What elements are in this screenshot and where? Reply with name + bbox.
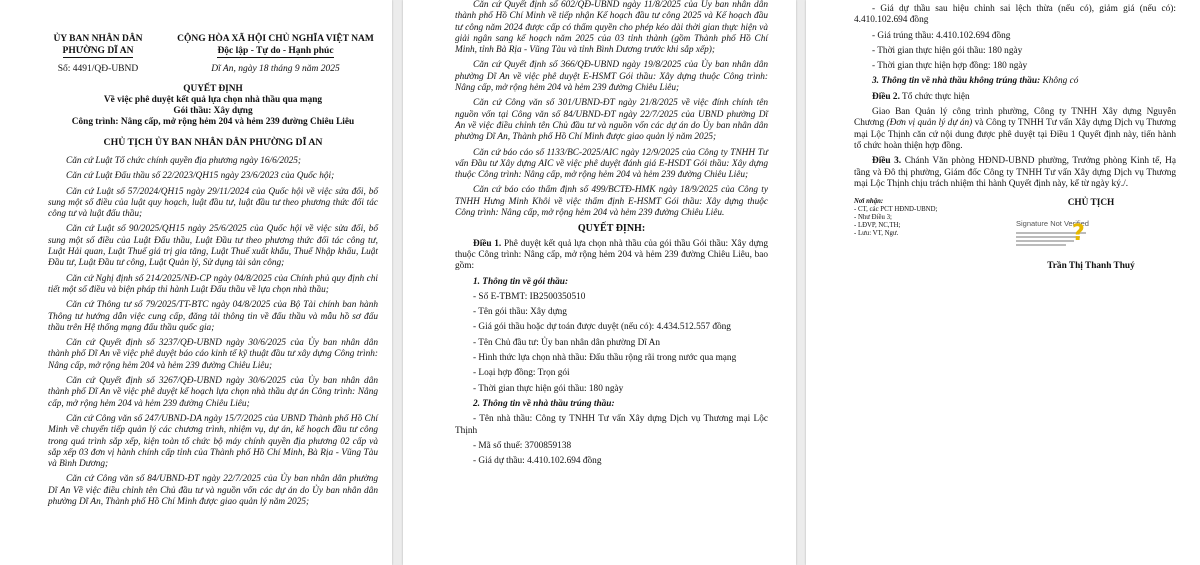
legal-basis-paragraph: Căn cứ báo cáo số 1133/BC-2025/AIC ngày 12/9/2025 của Công ty TNHH Tư vấn Đầu tư Xây dựng AIC về việc phê duyệt đánh giá E-HSDT Gói thầu: Xây dựng thuộc Công trình: Nâng cấp, mở rộng hẻm 204 và hẻm 239 đường Chiêu Liêu; [455,147,768,181]
list-item: - Loại hợp đồng: Trọn gói [473,368,570,379]
decision-subject-3: Công trình: Nâng cấp, mở rộng hẻm 204 và hẻm 239 đường Chiêu Liêu [71,117,355,128]
list-item: - Giá trúng thầu: 4.410.102.694 đồng [872,30,1011,41]
section-3-heading: 3. Thông tin về nhà thầu không trúng thầu: [872,76,1041,87]
org-line-2-text: PHƯỜNG DĨ AN [63,46,134,59]
org-line-1: ỦY BAN NHÂN DÂN [53,34,143,44]
article-2-text: Tổ chức thực hiện [899,91,970,102]
article-3-label: Điều 3. [872,156,902,167]
org-line-2 [48,46,148,59]
decides-heading: QUYẾT ĐỊNH: [577,223,646,235]
list-item: - Mã số thuế: 3700859138 [473,440,572,451]
legal-basis-paragraph: Căn cứ Luật Đấu thầu số 22/2023/QH15 ngày 23/6/2023 của Quốc hội; [66,171,335,182]
section-1-heading: 1. Thông tin về gói thầu: [473,276,569,287]
recipient-item: - Lưu: VT, Ngư. [854,230,899,238]
document-page-1 [0,0,392,565]
list-item: - Số E-TBMT: IB2500350510 [473,291,586,302]
closing-block [854,198,1176,273]
article-2-body-a: Giao Ban Quản lý công trình phường, Công ty TNHH Xây dựng Nguyễn Chương [854,107,1176,129]
document-meta [48,64,378,76]
signer-title: CHỦ TỊCH [1067,198,1115,209]
legal-basis-paragraph: Căn cứ Thông tư số 79/2025/TT-BTC ngày 04/8/2025 của Bộ Tài chính ban hành Thông tư hướng dẫn việc cung cấp, đăng tải thông tin về đấu thầu và mẫu hồ sơ đấu thầu trên Hệ thống mạng đấu thầu quốc gia; [48,300,378,333]
legal-basis-paragraph: Căn cứ Luật Tổ chức chính quyền địa phương ngày 16/6/2025; [66,155,302,166]
article-1-label: Điều 1. [473,238,502,249]
article-2 [854,92,1176,103]
legal-basis-paragraph: Căn cứ Nghị định số 214/2025/NĐ-CP ngày 04/8/2025 của Chính phủ quy định chi tiết một số điều và biện pháp thi hành Luật Đấu thầu về lựa chọn nhà thầu; [48,273,378,295]
document-number: Số: 4491/QĐ-UBND [57,64,139,74]
section-3-value: Không có [1040,76,1079,87]
article-2-body-b: và Công ty TNHH Tư vấn Xây dựng Dịch vụ Thương mại Lộc Thịnh căn cứ nội dung được phê duyệt tại Điều 1 Quyết định này, tiến hành tổ chức hoàn thiện hợp đồng. [854,118,1176,151]
list-item: - Giá gói thầu hoặc dự toán được duyệt (nếu có): 4.434.512.557 đồng [473,322,731,333]
signer-name: Trần Thị Thanh Thuý [1047,261,1135,272]
nation-line-2-text: Độc lập - Tự do - Hạnh phúc [217,46,333,59]
list-item: - Thời gian thực hiện hợp đồng: 180 ngày [872,61,1028,72]
nation-line-1: CỘNG HÒA XÃ HỘI CHỦ NGHĨA VIỆT NAM [177,34,374,44]
legal-basis-paragraph: Căn cứ báo cáo thẩm định số 499/BCTĐ-HMK ngày 18/9/2025 của Công ty TNHH Hưng Minh Khôi về việc thẩm định E-HSMT Gói thầu: Xây dựng thuộc Công trình: Nâng cấp, mở rộng hẻm 204 và hẻm 239 đường Chiêu Liêu. [455,185,768,219]
legal-basis-paragraph: Căn cứ Quyết định số 602/QĐ-UBND ngày 11/8/2025 của Ủy ban nhân dân thành phố Hồ Chí Minh về tiếp nhận Kế hoạch đầu tư công 2025 và Kế hoạch đầu tư công năm 2024 được cấp có thẩm quyền cho phép kéo dài thời gian thực hiện và giải ngân sang kế hoạch năm 2025 của 03 tỉnh thành (gồm Thành phố Hồ Chí Minh, tỉnh Bà Rịa - Vũng Tàu và tỉnh Bình Dương trước khi sắp xếp); [455,0,768,56]
article-3 [854,156,1176,190]
nation-line-2 [173,46,378,59]
national-motto [173,34,378,58]
document-page-2 [403,0,796,565]
signature-block [1006,198,1176,273]
legal-basis-paragraph: Căn cứ Quyết định số 366/QĐ-UBND ngày 19/8/2025 của Ủy ban nhân dân phường Dĩ An về việc phê duyệt E-HSMT Gói thầu: Xây dựng thuộc Công trình: Nâng cấp, mở rộng hẻm 204 và hẻm 239 đường Chiêu Liêu; [455,60,768,94]
issuing-organization [48,34,148,58]
article-2-body-italic: (Đơn vị quản lý dự án) [886,118,973,129]
article-2-label: Điều 2. [872,91,900,102]
decision-title: QUYẾT ĐỊNH [183,83,243,94]
recipients-title: Nơi nhận: [854,198,884,206]
legal-basis-paragraph: Căn cứ Luật số 57/2024/QH15 ngày 29/11/2024 của Quốc hội về việc sửa đổi, bổ sung một số điều của luật quy hoạch, luật đầu tư, luật đầu tư theo phương thức đối tác công tư và luật đấu thầu; [48,186,378,220]
article-1 [455,239,768,273]
recipient-item: - Như Điều 3; [854,214,892,222]
list-item: - Tên Chủ đầu tư: Ủy ban nhân dân phường Dĩ An [473,337,661,348]
list-item: - Tên gói thầu: Xây dựng [473,307,567,318]
bid-result-list [854,4,1176,72]
section-3 [854,76,1176,87]
article-2-body [854,107,1176,152]
document-header [48,34,378,58]
legal-basis-paragraph: Căn cứ Công văn số 301/UBND-ĐT ngày 21/8/2025 về việc đính chính tên nguồn vốn tại Công văn số 84/UBND-ĐT ngày 22/7/2025 của UBND phường Dĩ An về việc điều chỉnh tên Chủ đầu tư và nguồn vốn các dự án do Ủy ban nhân dân phường Dĩ An, Thành phố Hồ Chí Minh được giao quản lý năm 2025; [455,98,768,143]
list-item: - Thời gian thực hiện gói thầu: 180 ngày [473,383,624,394]
unverified-question-icon: ? [1072,221,1085,247]
section-1-list [455,288,768,395]
section-2-list [455,410,768,467]
recipient-item: - CT, các PCT HĐND-UBND; [854,206,938,214]
signature-status: Signature Not Verified [1016,219,1089,229]
section-2-heading: 2. Thông tin về nhà thầu trúng thầu: [473,398,615,409]
decision-subject-1: Về việc phê duyệt kết quả lựa chọn nhà thầu qua mạng [103,94,323,105]
document-page-3 [806,0,1200,565]
list-item: - Thời gian thực hiện gói thầu: 180 ngày [872,45,1023,56]
recipients-block [854,198,974,273]
recipient-item: - LĐVP, NC,TH; [854,222,901,230]
list-item: - Giá dự thầu: 4.410.102.694 đồng [473,456,602,467]
list-item: - Giá dự thầu sau hiệu chỉnh sai lệch thừa (nếu có), giảm giá (nếu có): 4.410.102.694 đồng [854,4,1176,26]
decision-subject-2: Gói thầu: Xây dựng [173,106,253,117]
legal-basis-list [48,156,378,508]
digital-signature [1006,217,1176,259]
legal-basis-paragraph: Căn cứ Luật số 90/2025/QH15 ngày 25/6/2025 của Quốc hội về việc sửa đổi, bổ sung một số điều của Luật Đấu thầu, Luật Đầu tư theo phương thức đối tác công tư, Luật Hải quan, Luật Thuế giá trị gia tăng, Luật Thuế xuất khẩu, Thuế Nhập khẩu, Luật Đầu tư, Luật Đầu tư công, Luật Quản lý, Sử dụng tài sản công; [48,224,378,269]
legal-basis-paragraph: Căn cứ Công văn số 84/UBND-ĐT ngày 22/7/2025 của Ủy ban nhân dân phường Dĩ An Về việc điều chỉnh tên Chủ đầu tư và nguồn vốn các dự án do Ủy ban nhân dân phường Dĩ An, Thành phố Hồ Chí Minh được giao quản lý năm 2025; [48,474,378,507]
legal-basis-paragraph: Căn cứ Quyết định số 3267/QĐ-UBND ngày 30/6/2025 của Ủy ban nhân dân thành phố Dĩ An về việc phê duyệt kế hoạch lựa chọn nhà thầu dự án Công trình: Nâng cấp, mở rộng hẻm 204 và hẻm 239 đường Chiêu Liêu; [48,376,378,409]
article-3-text: Chánh Văn phòng HĐND-UBND phường, Trưởng phòng Kinh tế, Hạ tầng và Đô thị phường, Giám đốc Công ty TNHH Tư vấn Xây dựng Dịch vụ Thương mại Lộc Thịnh chịu trách nhiệm thi hành Quyết định này, kể từ ngày ký./. [854,156,1176,189]
list-item: - Hình thức lựa chọn nhà thầu: Đấu thầu rộng rãi trong nước qua mạng [473,353,737,364]
authority-title: CHỦ TỊCH ỦY BAN NHÂN DÂN PHƯỜNG DĨ AN [103,136,323,148]
list-item: - Tên nhà thầu: Công ty TNHH Tư vấn Xây dựng Dịch vụ Thương mại Lộc Thịnh [455,414,768,436]
legal-basis-paragraph: Căn cứ Quyết định số 3237/QĐ-UBND ngày 30/6/2025 của Ủy ban nhân dân thành phố Dĩ An về việc phê duyệt báo cáo kinh tế kỹ thuật đầu tư xây dựng Công trình: Nâng cấp, mở rộng hẻm 204 và hẻm 239 đường Chiêu Liêu; [48,338,378,371]
article-1-text: Phê duyệt kết quả lựa chọn nhà thầu của gói thầu Gói thầu: Xây dựng thuộc Công trình: Nâng cấp, mở rộng hẻm 204 và hẻm 239 đường Chiêu Liêu, bao gồm: [455,238,768,272]
legal-basis-paragraph: Căn cứ Công văn số 247/UBND-DA ngày 15/7/2025 của UBND Thành phố Hồ Chí Minh về chuyển tiếp quản lý các chương trình, nhiệm vụ, dự án, kế hoạch đầu tư công trong quá trình sắp xếp, kiện toàn tổ chức bộ máy chính quyền địa phương 02 cấp và sắp xếp 03 đơn vị hành chính cấp tỉnh của Thành phố Hồ Chí Minh, Bà Rịa - Vũng Tàu và Bình Dương; [48,413,378,470]
document-date: Dĩ An, ngày 18 tháng 9 năm 2025 [211,64,340,74]
legal-basis-continued [455,0,768,219]
